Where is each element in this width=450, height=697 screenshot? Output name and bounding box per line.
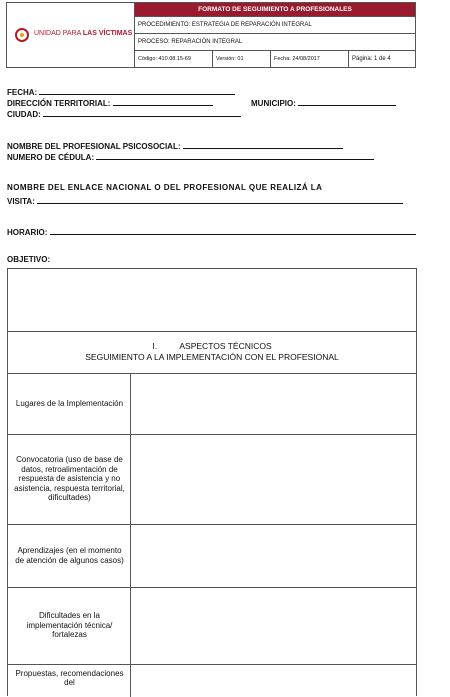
table-row-label: Lugares de la Implementación [15, 398, 124, 408]
document-meta-row [135, 50, 415, 67]
section-title-line [8, 341, 416, 351]
fecha-field: FECHA: [7, 86, 235, 97]
section-numeral: I. [152, 341, 158, 351]
procedure-label: PROCEDIMIENTO: ESTRATEGIA DE REPARACIÓN INTEGRAL [135, 16, 415, 33]
section-header [8, 331, 416, 373]
horario-field: HORARIO: [7, 226, 416, 237]
section-title: ASPECTOS TÉCNICOS [179, 341, 272, 351]
table-row-label: Aprendizajes (en el momento de atención de algunos casos) [15, 546, 124, 565]
nombre-profesional-field: NOMBRE DEL PROFESIONAL PSICOSOCIAL: [7, 140, 343, 151]
page-label: Página: 1 de 4 [352, 56, 391, 62]
section-subtitle: SEGUIMIENTO A LA IMPLEMENTACIÓN CON EL PROFESIONAL [85, 352, 339, 362]
visita-field: VISITA: [7, 195, 403, 206]
logo-text: UNIDAD PARA LAS VÍCTIMAS [34, 30, 133, 37]
technical-aspects-table [7, 268, 417, 696]
version-label: Versión: 01 [213, 51, 271, 67]
ciudad-field: CIUDAD: [7, 108, 241, 119]
table-row-label: Convocatoria (uso de base de datos, retroalimentación de respuesta de asistencia y no asistencia, respuesta territorial, dificultades) [14, 455, 125, 503]
victims-unit-logo-icon [15, 28, 29, 42]
code-label: Código: 410.08.15-69 [135, 51, 213, 67]
direccion-field: DIRECCIÓN TERRITORIAL: [7, 97, 213, 108]
form-title: FORMATO DE SEGUIMIENTO A PROFESIONALES [135, 3, 415, 16]
table-row-label: Dificultades en la implementación técnica/ fortalezas [26, 611, 113, 640]
nombre-enlace-field: NOMBRE DEL ENLACE NACIONAL O DEL PROFESIONAL QUE REALIZÁ LA [7, 183, 323, 192]
logo-area [7, 3, 135, 67]
date-label: Fecha: 24/08/2017 [271, 51, 349, 67]
municipio-field: MUNICIPIO: [251, 97, 396, 108]
cedula-field: NUMERO DE CÉDULA: [7, 151, 374, 162]
objetivo-label: OBJETIVO: [7, 255, 51, 264]
document-header [6, 2, 416, 68]
table-row-label: Propuestas, recomendaciones del [15, 668, 124, 687]
process-label: PROCESO: REPARACIÓN INTEGRAL [135, 33, 415, 50]
